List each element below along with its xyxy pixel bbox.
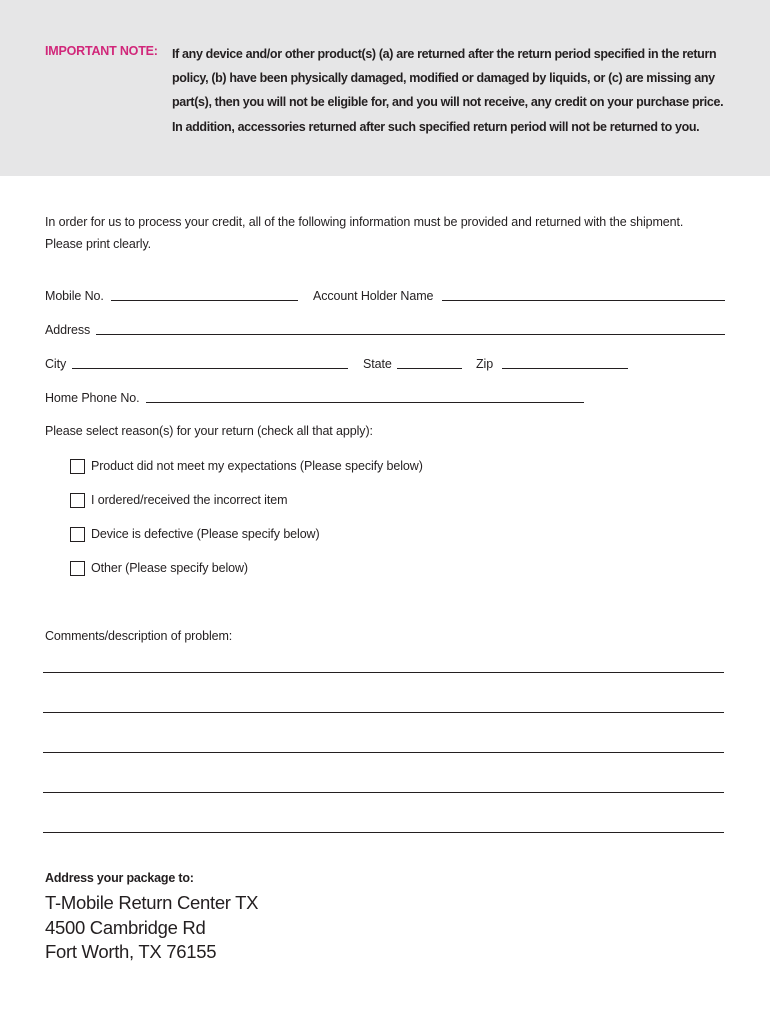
reason-checkbox-incorrect-item[interactable] — [70, 493, 85, 508]
reason-label-incorrect-item: I ordered/received the incorrect item — [91, 493, 288, 507]
shipping-address — [45, 891, 258, 965]
mobile-no-label: Mobile No. — [45, 289, 104, 303]
comment-line-2[interactable] — [43, 712, 724, 713]
address-field[interactable] — [96, 334, 725, 335]
instructions-line-2: Please print clearly. — [45, 237, 152, 251]
city-label: City — [45, 357, 67, 371]
mobile-no-field[interactable] — [111, 300, 298, 301]
zip-field[interactable] — [502, 368, 628, 369]
account-holder-name-field[interactable] — [442, 300, 725, 301]
reason-checkbox-defective[interactable] — [70, 527, 85, 542]
shipping-address-line-1: T-Mobile Return Center TX — [45, 892, 259, 913]
reason-label-defective: Device is defective (Please specify below) — [91, 527, 320, 541]
shipping-address-title: Address your package to: — [45, 871, 194, 885]
instructions-text — [45, 211, 745, 255]
comment-line-3[interactable] — [43, 752, 724, 753]
home-phone-label: Home Phone No. — [45, 391, 140, 405]
address-label: Address — [45, 323, 91, 337]
comment-line-4[interactable] — [43, 792, 724, 793]
reason-label-other: Other (Please specify below) — [91, 561, 248, 575]
comment-line-5[interactable] — [43, 832, 724, 833]
zip-label: Zip — [476, 357, 494, 371]
state-field[interactable] — [397, 368, 462, 369]
comments-title: Comments/description of problem: — [45, 629, 233, 643]
reason-checkbox-other[interactable] — [70, 561, 85, 576]
important-note-banner — [0, 0, 770, 176]
instructions-line-1: In order for us to process your credit, all of the following information must be provided and returned with the shipment. — [45, 215, 684, 229]
reason-checkbox-expectations[interactable] — [70, 459, 85, 474]
important-note-label: IMPORTANT NOTE: — [45, 44, 158, 58]
reason-label-expectations: Product did not meet my expectations (Please specify below) — [91, 459, 423, 473]
shipping-address-line-3: Fort Worth, TX 76155 — [45, 941, 217, 962]
comment-line-1[interactable] — [43, 672, 724, 673]
home-phone-field[interactable] — [146, 402, 584, 403]
city-field[interactable] — [72, 368, 348, 369]
state-label: State — [363, 357, 392, 371]
return-reasons-title: Please select reason(s) for your return (check all that apply): — [45, 424, 373, 438]
account-holder-name-label: Account Holder Name — [313, 289, 434, 303]
shipping-address-line-2: 4500 Cambridge Rd — [45, 916, 206, 938]
important-note-text: If any device and/or other product(s) (a) are returned after the return period specified in the return policy, (b) have been physically damaged, modified or damaged by liquids, or (c) are missing any part(s), then you will not be eligible for, and you will not receive, any credit on your purchase price. In addition, accessories returned after such specified return period will not be returned to you. — [172, 47, 724, 134]
